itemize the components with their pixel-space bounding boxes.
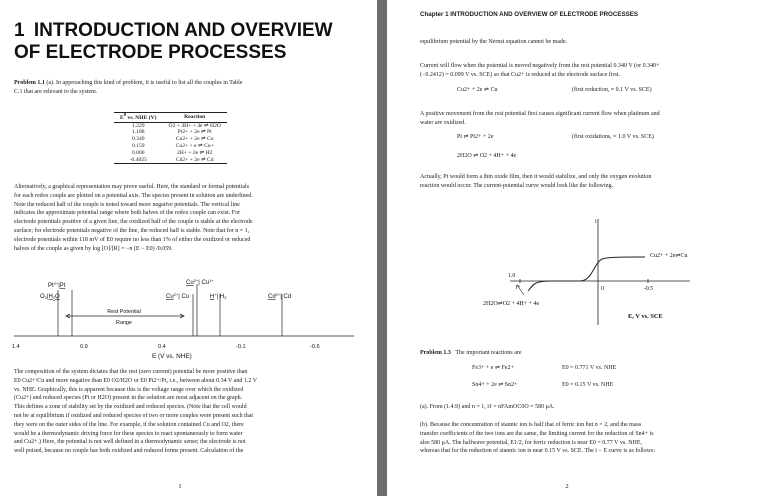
tick-label: 1.0 <box>508 273 516 279</box>
problem-label: Problem 1.3 <box>420 350 451 356</box>
current-potential-plot <box>420 213 750 329</box>
equation-pt-oxidation: Pt ⇌ Pt2+ + 2e <box>457 134 494 140</box>
text-line: (−0.2412) = 0.099 V vs. SCE) so that Cu2+ is reduced at the electrode surface first. <box>420 71 621 78</box>
equation-cu-reduction: Cu2+ + 2e ⇌ Cu <box>457 87 498 93</box>
reaction-fe-potential: E0 = 0.771 V vs. NHE <box>562 365 617 371</box>
table-row <box>114 157 227 164</box>
tick-label: 0.9 <box>80 344 88 350</box>
tick-label: 0 <box>601 286 604 292</box>
table-header-reaction: Reaction <box>163 113 227 123</box>
text-line: not be at equilibrium if oxidized and reduced species of two or more couples were present such that <box>14 412 254 419</box>
part-a: (a). From (1.4.9) and n = 1, iℓ = nFAmOC0O = 580 μA. <box>420 404 555 410</box>
label-cd-couple: $Cd^{2+}|$ Cd <box>268 292 292 300</box>
text-line: Alternatively, a graphical representation may prove useful. Here, the standard or formal potentials <box>14 184 250 190</box>
table-row <box>114 150 227 157</box>
text-line-equilibrium: equilibrium potential by the Nernst equation cannot be made. <box>420 39 568 45</box>
text-line: whereas that for the reduction of stannic ion is near 0.15 V vs. SCE. The i − E curve is as follows: <box>420 448 656 455</box>
table-row <box>114 143 227 150</box>
text-line: and Cu2+.) Here, the potential is not well defined in a thermodynamic sense; the electrode is not <box>14 439 246 446</box>
text-line: would be a thermodynamic driving force for these species to react spontaneously to form water <box>14 430 243 437</box>
paragraph-actually <box>420 173 750 191</box>
text-line: transfer coefficients of the two ions are the same, the limiting current for the reduction of Sn4+ is <box>420 430 654 437</box>
table-cell-reaction: Cu2+ + 2e ⇌ Cu <box>175 136 214 143</box>
reaction-sn-potential: E0 = 0.15 V vs. NHE <box>562 382 614 388</box>
label-cu-couple: $Cu^{2+}|$ Cu <box>166 292 190 300</box>
chapter-number: 1 <box>14 20 25 41</box>
text-line: Note the reduced half of the couple is noted toward more negative potentials. The vertical line <box>14 201 240 208</box>
i-e-curve <box>528 257 645 291</box>
potential-axis-label: E, V vs. SCE <box>628 313 663 320</box>
label-cu-plus-couple: $Cu^{2+}|$ $Cu^{1+}$ <box>186 278 214 286</box>
tick-label: -0.6 <box>310 344 320 350</box>
problem-intro: The important reactions are <box>455 350 522 356</box>
tick-label: 1.4 <box>12 344 20 350</box>
paragraph-current-flow <box>420 62 750 80</box>
problem-1-3-heading <box>420 349 522 358</box>
text-line: water are oxidized. <box>420 119 466 126</box>
current-axis-label: i <box>595 219 597 225</box>
potential-diagram <box>14 276 364 358</box>
reaction-sn: Sn4+ + 2e ⇌ Sn2+ <box>472 382 518 388</box>
table-cell-reaction: Pt2+ + 2e ⇌ Pt <box>177 129 212 136</box>
equation-water-oxidation: 2H2O ⇌ O2 + 4H+ + 4e <box>457 153 517 159</box>
text-line: they were on the outer sides of the line. For example, if the solution contained Cu and O2, there <box>14 421 244 428</box>
label-h-couple: H+| H2 <box>210 292 227 300</box>
problem-intro-b: C.1 that are relevant to the system. <box>14 88 98 95</box>
annotation-water-oxidation: 2H2O⇌O2 + 4H+ + 4e <box>483 301 540 307</box>
text-line: indicates the approximate potential range where both halves of the redox couple can exist. For <box>14 210 241 217</box>
annotation-cu-reduction: Cu2+ + 2e⇌Cu <box>650 253 688 259</box>
text-line: Actually, Pt would form a thin oxide film, then it would stabilize, and only the oxygen evolution <box>420 174 652 180</box>
potential-table <box>114 112 227 164</box>
range-label: Range <box>116 320 132 326</box>
text-line: also 580 μA. The halfwave potential, E1/2, for ferric reduction is near E0 = 0.77 V vs. NHE, <box>420 439 643 446</box>
table-cell-reaction: 2H+ + 2e ⇌ H2 <box>176 149 213 156</box>
running-head: Chapter 1 INTRODUCTION AND OVERVIEW OF ELECTRODE PROCESSES <box>420 11 638 18</box>
tick-label: 0.4 <box>158 344 166 350</box>
tick-label: -0.1 <box>236 344 246 350</box>
annotation-arrow <box>517 285 524 295</box>
page-number: 2 <box>565 483 569 490</box>
table-cell-potential: 1.188 <box>131 129 145 136</box>
text-line: surface; for electrode potentials negative of the line, the reduced half is stable. Note that for n = 1, <box>14 227 250 234</box>
page-2 <box>387 0 765 496</box>
text-line: electrode potentials positive of a given line, the oxidized half of the couple is stable at the electrode <box>14 219 253 226</box>
chapter-title-line1: INTRODUCTION AND OVERVIEW <box>33 20 333 41</box>
text-line: electrode potentials within 118 mV of E0 require no less than 1% of either the oxidized or reduced <box>14 236 251 243</box>
label-pt-couple: $Pt^{2+}|Pt$ <box>48 281 66 289</box>
table-header-potential: $E^0$ vs. NHE (V) <box>114 113 163 123</box>
equation-pt-note: (first oxidations, ≈ 1.0 V vs. SCE) <box>572 134 654 140</box>
paragraph-composition <box>14 368 366 456</box>
diagram-axis-label: E (V vs. NHE) <box>152 353 192 360</box>
text-line: The composition of the system dictates that the rest (zero current) potential be more positive than <box>14 369 248 375</box>
text-line: This defines a zone of stability set by the oxidized and reduced species. (Note that the cell would <box>14 404 247 411</box>
text-line: for each redox couple are plotted on a potential axis. The species present in solution are underlined. <box>14 192 253 199</box>
paragraph-positive-movement <box>420 110 750 128</box>
problem-1-1-intro <box>14 79 366 97</box>
reaction-fe: Fe3+ + e ⇌ Fe2+ <box>472 365 514 371</box>
text-line: E0 Cu2+/Cu and more negative than E0 O2/H2O or E0 Pt2+/Pt, i.e., between about 0.34 V and 1.2 V <box>14 377 258 384</box>
table-cell-potential: 0.159 <box>131 143 145 150</box>
text-line: halves of the couple as given by log [O]/[R] = −n (E − E0) /0.059. <box>14 245 173 252</box>
text-line: vs. NHE. Graphically, this is apparent because this is the voltage range over which the oxidized <box>14 386 244 393</box>
table-cell-reaction: O2 + 4H+ + 4e ⇌ H2O <box>168 122 221 129</box>
text-line: Current will flow when the potential is moved negatively from the rest potential 0.340 V (or 0.340+ <box>420 63 660 69</box>
chapter-title-line2: OF ELECTRODE PROCESSES <box>14 42 287 63</box>
text-line: A positive movement from the rest potential first causes significant current flow when platinum and <box>420 111 660 117</box>
rest-potential-label: Rest Potential <box>107 309 141 315</box>
label-o2-couple: O2|H2O <box>40 294 60 300</box>
paragraph-graphical <box>14 183 366 253</box>
equation-cu-note: (first reduction, ≈ 0.1 V vs. SCE) <box>572 87 652 93</box>
problem-intro-a: (a). In approaching this kind of problem, it is useful to list all the couples in Table <box>46 80 243 86</box>
text-line: well poised, because no couple has both oxidized and reduced forms present. Calculation of the <box>14 448 244 455</box>
table-cell-potential: 0.000 <box>131 149 145 156</box>
chapter-title <box>14 20 333 41</box>
table-cell-potential: 0.340 <box>131 136 145 143</box>
table-cell-reaction: Cu2+ + e ⇌ Cu+ <box>175 143 214 150</box>
page-number: 1 <box>178 483 182 490</box>
part-b <box>420 421 750 456</box>
text-line: reaction would occur. The current-potential curve would look like the following. <box>420 182 614 189</box>
problem-label: Problem 1.1 <box>14 80 45 86</box>
text-line: (Cu2+) and reduced species (Pt or H2O) present in the solution are most adjacent on the graph. <box>14 395 243 402</box>
page-1 <box>0 0 377 496</box>
table-cell-reaction: Cd2+ + 2e ⇌ Cd <box>175 156 214 163</box>
table-cell-potential: -0.4025 <box>129 156 147 163</box>
table-cell-potential: 1.229 <box>131 122 145 129</box>
tick-label: -0.5 <box>644 286 654 292</box>
text-line: (b). Because the concentration of stannic ion is half that of ferric ion but n = 2, and the mass <box>420 422 642 428</box>
